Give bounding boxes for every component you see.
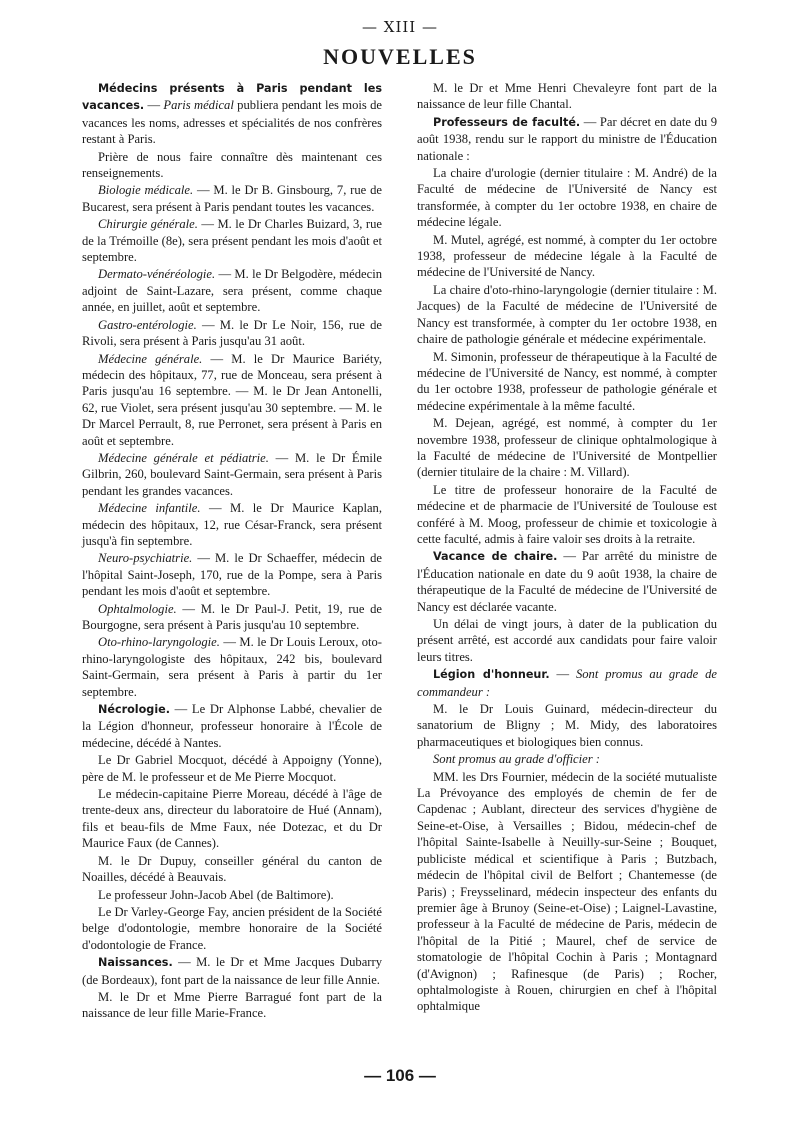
paragraph-text: — M. le Dr Émile Gilbrin, 260, boulevard Saint-Germain, sera présent à Paris pendant les grandes vacances. <box>82 450 382 498</box>
paragraph-text: M. Dejean, agrégé, est nommé, à compter du 1er novembre 1938, professeur de clinique ophtalmologique à la Faculté de médecine de l'Université de Montpellier (dernier titulaire de la chaire : M. Villard). <box>417 416 717 480</box>
page-title: NOUVELLES <box>323 44 477 69</box>
paragraph-text: Un délai de vingt jours, à dater de la publication du présent arrêté, est accordé aux candidats pour faire valoir leurs titres. <box>417 617 717 664</box>
paragraph <box>417 80 717 113</box>
section-heading: Professeurs de faculté. <box>433 115 581 129</box>
paragraph <box>82 954 382 988</box>
paragraph-text: Gastro-entérologie. <box>98 317 197 332</box>
paragraph <box>82 752 382 785</box>
paragraph <box>417 415 717 481</box>
paragraph <box>82 634 382 700</box>
paragraph-text: Ophtalmologie. <box>98 601 177 616</box>
paragraph <box>82 351 382 449</box>
section-heading: Vacance de chaire. <box>433 550 558 564</box>
paragraph-text: — Par arrêté du ministre de l'Éducation nationale en date du 9 août 1938, la chaire de thérapeutique de la Faculté de médecine de l'Université de Nancy est déclarée vacante. <box>417 549 717 614</box>
paragraph-text: M. le Dr Louis Guinard, médecin-directeur du sanatorium de Bligny ; M. Midy, des laboratoires pharmaceutiques et biologiques bien connus. <box>417 702 717 749</box>
paragraph-text: Chirurgie générale. <box>98 217 198 232</box>
paragraph-text: M. le Dr et Mme Pierre Barragué font part de la naissance de leur fille Marie-France. <box>82 989 382 1021</box>
paragraph <box>417 349 717 415</box>
paragraph-text: — M. le Dr Maurice Kaplan, médecin des hôpitaux, 12, rue César-Franck, sera présent jusqu'à fin septembre. <box>82 501 382 548</box>
paragraph <box>417 482 717 548</box>
paragraph-text: Paris médical <box>163 98 234 113</box>
paragraph <box>417 282 717 348</box>
paragraph <box>417 666 717 700</box>
paragraph <box>417 769 717 1015</box>
paragraph <box>82 317 382 350</box>
paragraph-text: Médecine générale. <box>98 351 203 366</box>
paragraph <box>82 853 382 886</box>
paragraph <box>82 701 382 751</box>
paragraph <box>82 500 382 549</box>
section-heading: Médecins présents à Paris pendant les vacances. <box>82 82 382 113</box>
paragraph-text: publiera pendant les mois de vacances les noms, adresses et spécialités de nos confrères restant à Paris. <box>82 98 382 147</box>
paragraph <box>82 149 382 182</box>
paragraph-text: — <box>549 667 576 682</box>
paragraph-text: — M. le Dr Belgodère, médecin adjoint de Saint-Lazare, sera présent, comme chaque année, en juillet, août et septembre. <box>82 267 382 315</box>
paragraph-text: — M. le Dr Maurice Bariéty, médecin des hôpitaux, 77, rue de Monceau, sera présent à Paris jusqu'au 16 septembre. — M. le Dr Jean Antonelli, 62, rue Violet, sera présent jusqu'au 30 septembre. — M. le Dr Marcel Perrault, 8, rue Perronet, sera présent à Paris en août et septembre. <box>82 351 382 448</box>
paragraph <box>417 114 717 164</box>
paragraph <box>417 232 717 281</box>
page-number: — 106 — <box>364 1066 436 1085</box>
paragraph-text: M. Mutel, agrégé, est nommé, à compter du 1er octobre 1938, professeur de médecine légale à la Faculté de médecine de l'Université de Nancy. <box>417 232 717 280</box>
paragraph-text: La chaire d'urologie (dernier titulaire : M. André) de la Faculté de médecine de l'Université de Nancy est transformée, à compter du 1er octobre 1938, en chaire de médecine légale. <box>417 166 717 230</box>
paragraph-text: Le professeur John-Jacob Abel (de Baltimore). <box>98 887 334 902</box>
paragraph-text: M. Simonin, professeur de thérapeutique à la Faculté de médecine de l'Université de Nancy, est nommé, à compter du 1er octobre 1938, professeur de pathologie générale et médecine expérimentale à la même faculté. <box>417 349 717 413</box>
paragraph-text: — M. le Dr Charles Buizard, 3, rue de la Trémoille (8e), sera présent pendant les mois d'août et septembre. <box>82 217 383 265</box>
paragraph-text: Biologie médicale. <box>98 183 194 198</box>
paragraph-text: La chaire d'oto-rhino-laryngologie (dernier titulaire : M. Jacques) de la Faculté de médecine de l'Université de Nancy est transformée, à compter du 1er octobre 1938, en chaire de pathologie générale et médecine expérimentale. <box>417 282 717 347</box>
paragraph-text: Le Dr Varley-George Fay, ancien président de la Société belge d'odontologie, membre honoraire de la Société d'odontologie de France. <box>82 904 382 952</box>
paragraph <box>82 450 382 499</box>
paragraph-text: — M. le Dr Louis Leroux, oto-rhino-laryngologiste des hôpitaux, 242 bis, boulevard Saint-Germain, sera présent à Paris à partir du 1er septembre. <box>82 635 382 699</box>
paragraph-text: — M. le Dr Paul-J. Petit, 19, rue de Bourgogne, sera présent à Paris jusqu'au 10 septembre. <box>82 601 382 632</box>
paragraph-text: Sont promus au grade d'officier : <box>433 752 600 767</box>
paragraph <box>82 550 382 599</box>
paragraph-text: Prière de nous faire connaître dès maintenant ces renseignements. <box>82 149 382 181</box>
paragraph-text: — M. le Dr et Mme Jacques Dubarry (de Bordeaux), font part de la naissance de leur fille Annie. <box>82 955 382 987</box>
paragraph <box>82 989 382 1022</box>
paragraph-text: Oto-rhino-laryngologie. <box>98 635 220 650</box>
paragraph-text: — M. le Dr B. Ginsbourg, 7, rue de Bucarest, sera présent à Paris pendant toutes les vacances. <box>82 183 382 214</box>
paragraph-text: Médecine générale et pédiatrie. <box>98 450 269 465</box>
paragraph <box>82 80 382 148</box>
paragraph-text: Le Dr Gabriel Mocquot, décédé à Appoigny (Yonne), père de M. le professeur et de Me Pierre Mocquot. <box>82 753 382 784</box>
paragraph-text: — <box>144 98 164 113</box>
section-heading: Nécrologie. <box>98 703 170 717</box>
paragraph <box>82 266 382 315</box>
paragraph-text: — Le Dr Alphonse Labbé, chevalier de la Légion d'honneur, professeur honoraire à l'École de médecine, décédé à Nantes. <box>82 702 382 750</box>
paragraph-text: M. le Dr et Mme Henri Chevaleyre font part de la naissance de leur fille Chantal. <box>417 81 717 112</box>
paragraph-text: — Par décret en date du 9 août 1938, rendu sur le rapport du ministre de l'Éducation nationale : <box>417 114 717 163</box>
paragraph-text: — M. le Dr Schaeffer, médecin de l'hôpital Saint-Joseph, 170, rue de la Pompe, sera à Paris pendant les mois d'août et septembre. <box>82 551 382 599</box>
paragraph <box>82 601 382 634</box>
paragraph <box>417 751 717 767</box>
paragraph <box>82 904 382 953</box>
paragraph-text: — M. le Dr Le Noir, 156, rue de Rivoli, sera présent à Paris jusqu'au 31 août. <box>82 317 382 349</box>
section-heading: Légion d'honneur. <box>433 668 550 682</box>
paragraph <box>417 165 717 231</box>
right-column <box>417 80 717 1016</box>
left-column <box>82 80 382 1023</box>
paragraph <box>417 548 717 615</box>
paragraph-text: Le titre de professeur honoraire de la Faculté de médecine et de pharmacie de l'Université de Toulouse est conféré à M. Moog, professeur de chimie et toxicologie à cette faculté, admis à faire valoir ses droits à la retraite. <box>417 482 717 546</box>
paragraph <box>82 182 382 215</box>
paragraph <box>417 701 717 750</box>
paragraph-text: Neuro-psychiatrie. <box>98 551 193 566</box>
section-heading: Naissances. <box>98 956 173 970</box>
paragraph-text: Médecine infantile. <box>98 501 201 516</box>
section-number: — XIII — <box>362 18 438 36</box>
paragraph <box>417 616 717 665</box>
paragraph-text: Sont promus au grade de commandeur : <box>417 667 718 699</box>
paragraph <box>82 786 382 852</box>
paragraph <box>82 887 382 903</box>
paragraph <box>82 216 382 265</box>
paragraph-text: M. le Dr Dupuy, conseiller général du canton de Noailles, décédé à Beauvais. <box>82 853 382 885</box>
paragraph-text: MM. les Drs Fournier, médecin de la société mutualiste La Prévoyance des employés de chemin de fer de Capdenac ; Aublant, directeur des services d'hygiène de Seine-et-Oise, à Versailles ; Bidou, médecin-chef de l'hôpital Sainte-Isabelle à Neuilly-sur-Seine ; Bouquet, publiciste médical et scientifique à Paris ; Butzbach, médecin de l'hôpital civil de Belfort ; Chantemesse (de Paris) ; Freysselinard, médecin inspecteur des enfants du premier âge à Brunoy (Seine-et-Oise) ; Laignel-Lavastine, professeur à la Faculté de médecine de Paris, médecin de l'hôpital de la Pitié ; Maurel, chef de service de stomatologie de l'hôpital Cochin à Paris ; Montagnard (d'Avignon) ; Rafinesque (de Paris) ; Rocher, ophtalmologiste à Rouen, chirurgien en chef à l'hôpital ophtalmique <box>417 769 717 1014</box>
paragraph-text: Dermato-vénéréologie. <box>98 267 216 282</box>
paragraph-text: Le médecin-capitaine Pierre Moreau, décédé à l'âge de trente-deux ans, directeur du laboratoire de Hué (Annam), fils et beau-fils de Mme Faux, née Dotezac, et du Dr Maurice Faux (de Cannes). <box>82 787 382 851</box>
